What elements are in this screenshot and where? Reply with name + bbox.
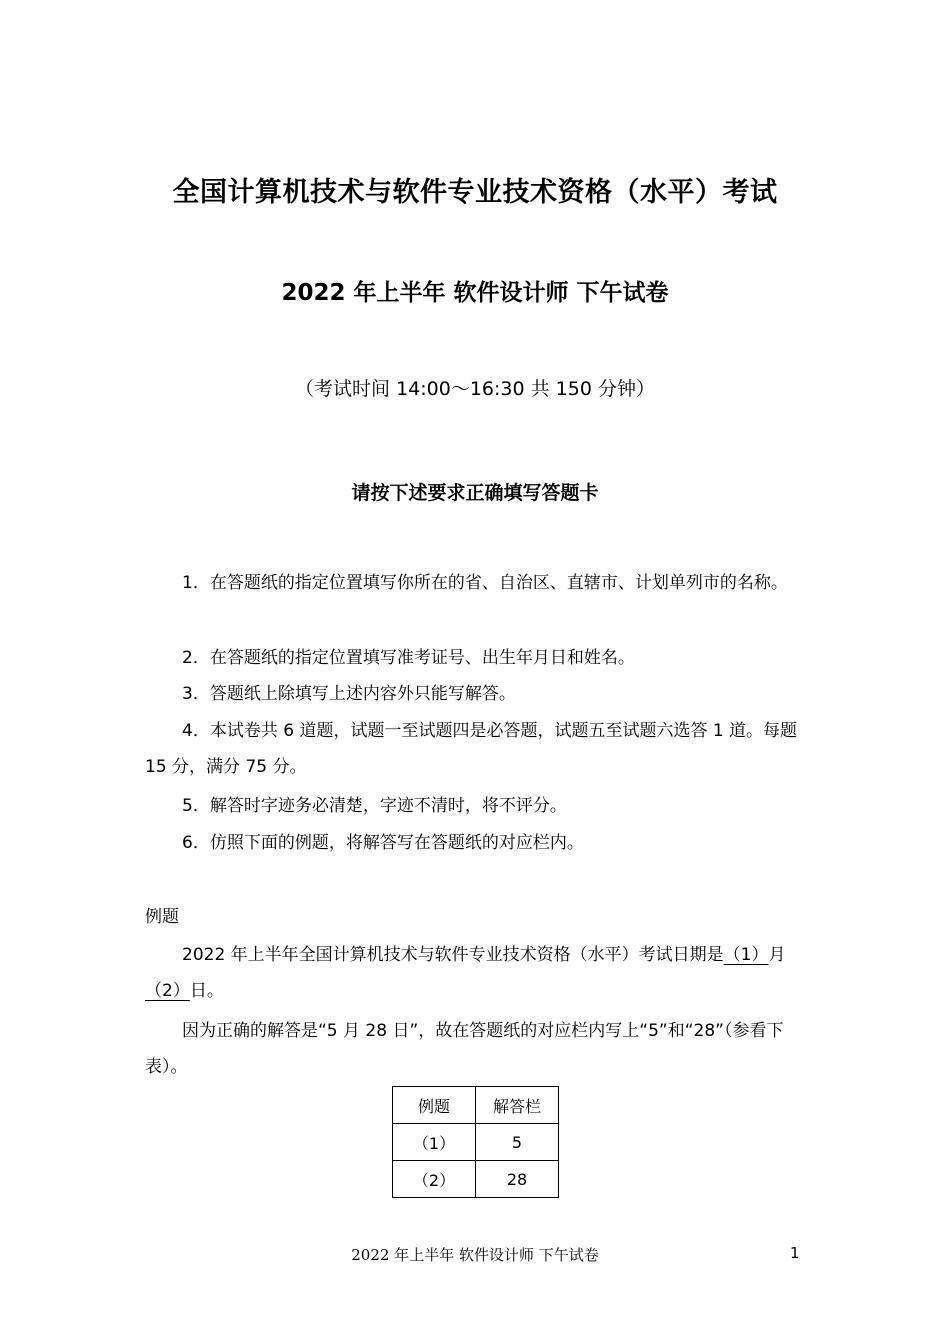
example-explanation: 因为正确的解答是“5 月 28 日”，故在答题纸的对应栏内写上“5”和“28”（参看下表）。 <box>145 1021 784 1077</box>
instruction-heading: 请按下述要求正确填写答题卡 <box>351 482 599 504</box>
table-header-cell: 例题 <box>393 1087 476 1124</box>
answer-table <box>392 1086 559 1198</box>
table-row <box>393 1124 559 1161</box>
blank-2: （2） <box>145 981 190 1001</box>
table-cell: 28 <box>476 1161 559 1198</box>
table-row <box>393 1161 559 1198</box>
blank-1: （1） <box>723 945 769 965</box>
example-label: 例题 <box>145 907 179 927</box>
example-question <box>145 937 810 1009</box>
table-cell: 5 <box>476 1124 559 1161</box>
exam-time: （考试时间 14:00～16:30 共 150 分钟） <box>295 378 655 400</box>
instruction-6: 6．仿照下面的例题，将解答写在答题纸的对应栏内。 <box>182 833 584 853</box>
instruction-4: 4．本试卷共 6 道题，试题一至试题四是必答题，试题五至试题六选答 1 道。每题 15 分，满分 75 分。 <box>145 721 798 777</box>
day-end: 日。 <box>189 981 224 1001</box>
instruction-5: 5．解答时字迹务必清楚，字迹不清时，将不评分。 <box>182 796 567 816</box>
instruction-2: 2．在答题纸的指定位置填写准考证号、出生年月日和姓名。 <box>182 648 635 668</box>
exam-subtitle: 2022 年上半年 软件设计师 下午试卷 <box>281 280 669 306</box>
table-cell: （2） <box>393 1161 476 1198</box>
example-question-text: 2022 年上半年全国计算机技术与软件专业技术资格（水平）考试日期是 <box>182 945 724 965</box>
exam-title: 全国计算机技术与软件专业技术资格（水平）考试 <box>172 177 778 208</box>
table-header-row <box>393 1087 559 1124</box>
page-footer: 2022 年上半年 软件设计师 下午试卷 <box>351 1246 599 1264</box>
instruction-1: 1．在答题纸的指定位置填写你所在的省、自治区、直辖市、计划单列市的名称。 <box>182 573 788 593</box>
table-header-cell: 解答栏 <box>476 1087 559 1124</box>
table-cell: （1） <box>393 1124 476 1161</box>
page-number: 1 <box>790 1244 800 1262</box>
month-word: 月 <box>768 945 786 965</box>
instruction-3: 3．答题纸上除填写上述内容外只能写解答。 <box>182 684 516 704</box>
